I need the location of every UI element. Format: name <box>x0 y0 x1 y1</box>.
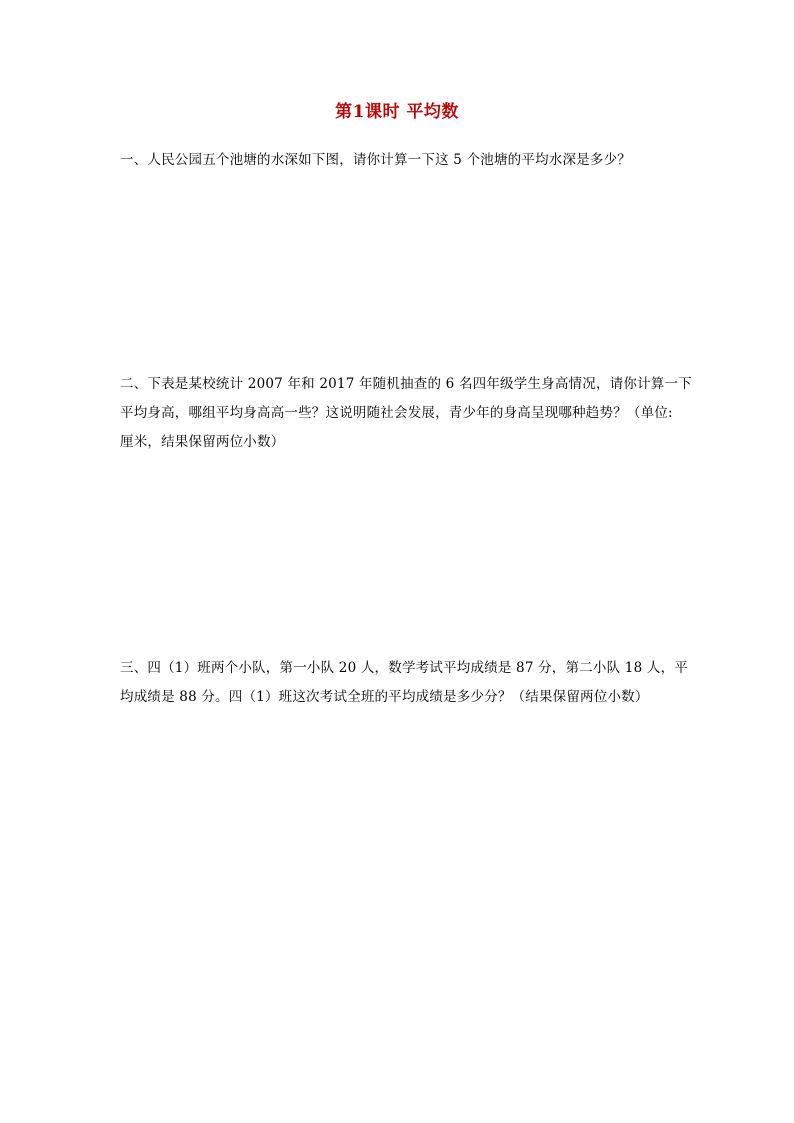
question-3-line-1: 三、四（1）班两个小队，第一小队 20 人，数学考试平均成绩是 87 分，第二小队 18 人，平 <box>120 660 688 676</box>
question-1-line-1: 一、人民公园五个池塘的水深如下图，请你计算一下这 5 个池塘的平均水深是多少？ <box>120 152 631 168</box>
question-3-line-2: 均成绩是 88 分。四（1）班这次考试全班的平均成绩是多少分？（结果保留两位小数） <box>120 689 649 705</box>
question-3 <box>120 654 688 712</box>
question-2-line-3: 厘米，结果保留两位小数） <box>120 434 285 450</box>
question-2-line-2: 平均身高，哪组平均身高高一些？这说明随社会发展，青少年的身高呈现哪种趋势？（单位: <box>120 405 673 421</box>
question-2-line-1: 二、下表是某校统计 2007 年和 2017 年随机抽查的 6 名四年级学生身高情况，请你计算一下 <box>120 376 692 392</box>
page-title: 第1课时 平均数 <box>335 102 459 122</box>
question-2 <box>120 370 692 457</box>
question-1 <box>120 146 680 175</box>
